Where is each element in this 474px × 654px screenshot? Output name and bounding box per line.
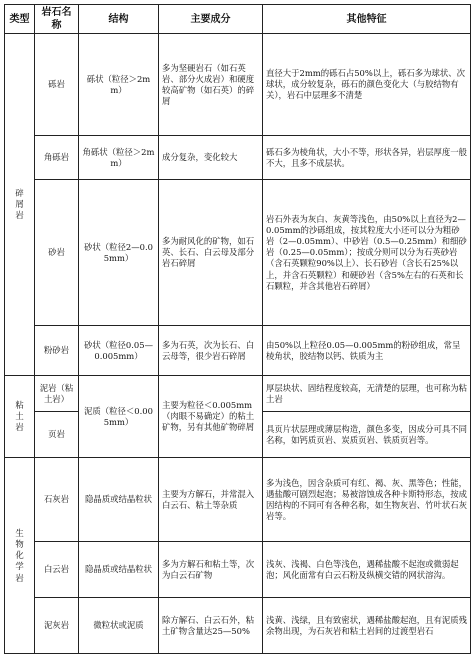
composition-cell: 主要为方解石，并常混入白云石、粘土等杂质	[159, 458, 263, 542]
type-label: 生物化学岩	[15, 528, 24, 583]
composition-cell: 多为方解石和粘土等，次为白云石矿物	[159, 542, 263, 598]
name-cell: 泥灰岩	[35, 598, 79, 654]
table-row-marl	[5, 598, 471, 654]
features-cell: 浅黄、浅绿，且有致密状，遇稀盐酸起泡，且有泥质残余物出现，为石灰岩和粘土岩间的过渡型岩石	[263, 598, 471, 654]
features-cell: 浅灰、浅褐、白色等浅色，遇稀盐酸不起泡或微弱起泡；风化面常有白云石粉及纵横交错的网状溶沟。	[263, 542, 471, 598]
features-cell: 具页片状层理或薄层构造，颜色多变，因成分可具不同名称，如钙质页岩、炭质页岩、铁质页岩等。	[263, 412, 471, 458]
type-label: 粘土岩	[15, 400, 24, 433]
composition-cell: 主要为粒径＜0.005mm（肉眼不易确定）的粘土矿物，另有其他矿物碎屑	[159, 376, 263, 458]
rock-classification-table	[4, 4, 471, 654]
table-row-dolomite	[5, 542, 471, 598]
structure-cell: 隐晶质或结晶粒状	[79, 458, 159, 542]
structure-cell: 砾状（粒径＞2mm）	[79, 34, 159, 136]
features-cell: 由50%以上粒径0.05—0.005mm的粉砂组成，常呈棱角状，胶结物以钙、铁质为主	[263, 326, 471, 376]
name-cell: 砾岩	[35, 34, 79, 136]
structure-cell: 微粒状或泥质	[79, 598, 159, 654]
features-cell: 直径大于2mm的砾石占50%以上，砾石多为球状、次球状，成分较复杂，砾石的颜色变化大（与胶结物有关），岩石中层理多不清楚	[263, 34, 471, 136]
table-row-mudstone	[5, 376, 471, 412]
header-structure: 结构	[79, 5, 159, 34]
type-cell-clay	[5, 376, 35, 458]
composition-cell: 多为耐风化的矿物，如石英、长石、白云母及部分岩石碎屑	[159, 180, 263, 326]
header-composition: 主要成分	[159, 5, 263, 34]
structure-cell: 隐晶质或结晶粒状	[79, 542, 159, 598]
header-row	[5, 5, 471, 34]
structure-cell: 泥质（粒径＜0.005mm）	[79, 376, 159, 458]
table-row-sandstone	[5, 180, 471, 326]
name-cell: 页岩	[35, 412, 79, 458]
features-cell: 厚层块状、固结程度较高，无清楚的层理，也可称为粘土岩	[263, 376, 471, 412]
features-cell: 岩石外表为灰白、灰黄等浅色，由50%以上直径为2—0.05mm的沙砾组成，按其粒度大小还可以分为粗砂岩（2—0.05mm）、中砂岩（0.5—0.25mm）和细砂岩（0.25—0.05mm）；按成分则可以分为石英砂岩（含石英颗粒90%以上）、长石砂岩（含长石25%以上，并含石英颗粒）和硬砂岩（含5%左右的石英和长石颗粒，并含其他岩石碎屑）	[263, 180, 471, 326]
type-cell-clastic	[5, 34, 35, 376]
table-row-conglomerate	[5, 34, 471, 136]
features-cell: 砾石多为棱角状，大小不等，形状各异，岩层厚度一般不大，且多不成层状。	[263, 136, 471, 180]
type-cell-biochemical	[5, 458, 35, 654]
name-cell: 泥岩（粘土岩）	[35, 376, 79, 412]
composition-cell: 多为石英，次为长石、白云母等，很少岩石碎屑	[159, 326, 263, 376]
name-cell: 砂岩	[35, 180, 79, 326]
name-cell: 白云岩	[35, 542, 79, 598]
composition-cell: 成分复杂，变化较大	[159, 136, 263, 180]
header-features: 其他特征	[263, 5, 471, 34]
name-cell: 石灰岩	[35, 458, 79, 542]
composition-cell: 多为坚硬岩石（如石英岩、部分火成岩）和硬度较高矿物（如石英）的碎屑	[159, 34, 263, 136]
type-label: 碎屑岩	[15, 188, 24, 221]
structure-cell: 角砾状（粒径＞2mm）	[79, 136, 159, 180]
composition-cell: 除方解石、白云石外，粘土矿物含量达25—50%	[159, 598, 263, 654]
name-cell: 角砾岩	[35, 136, 79, 180]
header-type: 类型	[5, 5, 35, 34]
features-cell: 多为浅色，因含杂质可有红、褐、灰、黑等色；性能，遇盐酸可剧烈起泡；易被溶蚀成各种卡斯特形态，按成因结构的不同可有各种名称，如生物灰岩、竹叶状石灰岩等。	[263, 458, 471, 542]
table-row-breccia	[5, 136, 471, 180]
table-row-limestone	[5, 458, 471, 542]
structure-cell: 砂状（粒径2—0.05mm）	[79, 180, 159, 326]
header-name: 岩石名称	[35, 5, 79, 34]
table-row-siltstone	[5, 326, 471, 376]
name-cell: 粉砂岩	[35, 326, 79, 376]
structure-cell: 砂状（粒径0.05—0.005mm）	[79, 326, 159, 376]
